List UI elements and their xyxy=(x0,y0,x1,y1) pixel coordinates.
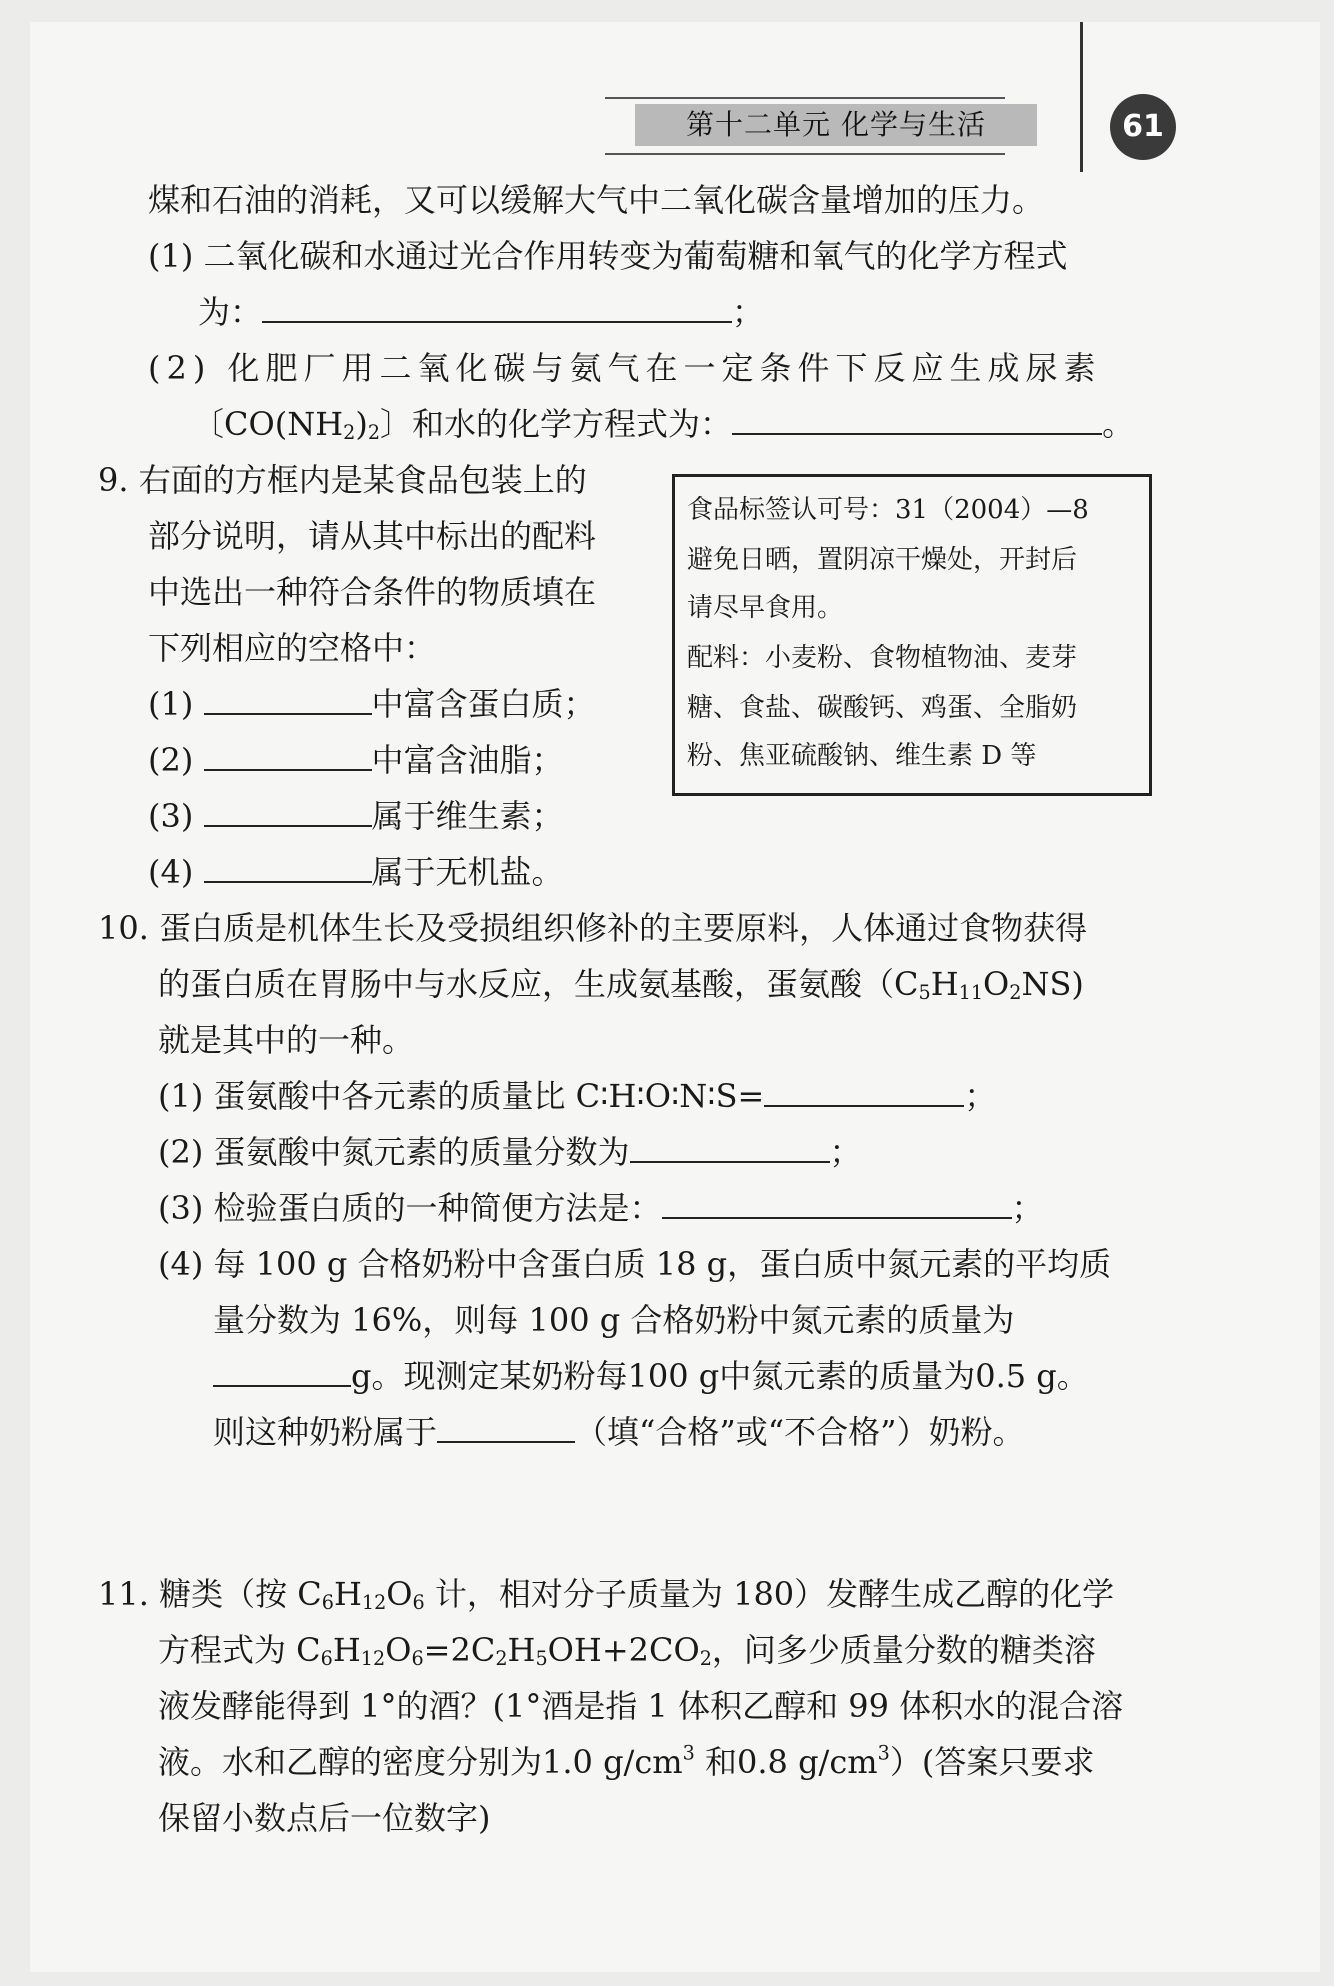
q8-part1-cont xyxy=(198,290,764,334)
formula-sub: 6 xyxy=(321,1590,334,1614)
q10-part3 xyxy=(158,1186,1044,1230)
q9-blank-label: (4) xyxy=(148,853,194,891)
q10-part4-line-4-a: 则这种奶粉属于 xyxy=(213,1413,438,1451)
formula-part: =2C xyxy=(423,1631,496,1669)
q11-line-5: 保留小数点后一位数字) xyxy=(158,1799,491,1837)
q9-blank-label: (1) xyxy=(148,685,194,723)
answer-blank[interactable] xyxy=(204,683,372,715)
q11-line-2 xyxy=(158,1628,1096,1681)
q10-part2 xyxy=(158,1130,862,1174)
q11-line-2-g: ，问多少质量分数的糖类溶 xyxy=(711,1631,1096,1669)
q10-part1-end: ； xyxy=(964,1077,997,1115)
q10-part4 xyxy=(158,1242,1111,1286)
q9-blank-suffix: 中富含油脂； xyxy=(371,741,564,779)
q10-part3-text: 检验蛋白质的一种简便方法是： xyxy=(213,1189,662,1227)
q10-part4-line-2: 量分数为 16%，则每 100 g 合格奶粉中氮元素的质量为 xyxy=(213,1301,1015,1339)
formula-sup: 3 xyxy=(877,1741,890,1765)
q11-line-1-a: 11. 糖类（按 C xyxy=(98,1575,322,1613)
q9-blank-row-4 xyxy=(148,850,564,894)
q9-blank-suffix: 属于维生素； xyxy=(371,797,564,835)
q10-part2-text: 蛋氨酸中氮元素的质量分数为 xyxy=(213,1133,630,1171)
q8-part2-text: 化肥厂用二氧化碳与氨气在一定条件下反应生成尿素 xyxy=(227,349,1102,387)
q8-part2 xyxy=(148,346,1102,390)
formula-part: NS) xyxy=(1021,965,1084,1003)
formula-part: H xyxy=(332,1631,361,1669)
q8-part1-label: (1) xyxy=(148,237,194,275)
food-label-line: 食品标签认可号：31（2004）—8 xyxy=(687,495,1089,525)
q10-line-2 xyxy=(158,962,1084,1015)
q9-line-1: 9. 右面的方框内是某食品包装上的 xyxy=(98,461,587,499)
food-label-box xyxy=(672,474,1152,796)
formula-part: H xyxy=(507,1631,536,1669)
answer-blank[interactable] xyxy=(204,851,372,883)
answer-blank[interactable] xyxy=(732,403,1102,435)
header-top-rule xyxy=(605,97,1005,99)
q11-line-4-a: 液。水和乙醇的密度分别为1.0 g/cm xyxy=(158,1743,683,1781)
q8-part1-text: 二氧化碳和水通过光合作用转变为葡萄糖和氧气的化学方程式 xyxy=(203,237,1068,275)
formula-part: O xyxy=(386,1575,413,1613)
q9-blank-suffix: 中富含蛋白质； xyxy=(371,685,596,723)
answer-blank[interactable] xyxy=(213,1355,351,1387)
q10-part2-label: (2) xyxy=(158,1133,204,1171)
answer-blank[interactable] xyxy=(630,1131,830,1163)
formula-sub: 5 xyxy=(535,1646,548,1670)
q11-line-2-a: 方程式为 C xyxy=(158,1631,321,1669)
q10-line-1: 10. 蛋白质是机体生长及受损组织修补的主要原料，人体通过食物获得 xyxy=(98,909,1088,947)
intro-line: 煤和石油的消耗，又可以缓解大气中二氧化碳含量增加的压力。 xyxy=(148,181,1045,219)
q9-line-3: 中选出一种符合条件的物质填在 xyxy=(148,573,597,611)
food-label-line: 请尽早食用。 xyxy=(687,593,844,623)
q8-part2-cont xyxy=(192,402,1134,455)
q11-line-4-b: 和0.8 g/cm xyxy=(694,1743,878,1781)
formula-sub: 6 xyxy=(412,1590,425,1614)
urea-formula-a: 〔CO(NH xyxy=(192,405,344,443)
q10-part4-label: (4) xyxy=(158,1245,204,1283)
q10-part4-line-3-text: g。现测定某奶粉每100 g中氮元素的质量为0.5 g。 xyxy=(351,1357,1089,1395)
q11-line-4-c: ）(答案只要求 xyxy=(889,1743,1095,1781)
q8-part2-end: 。 xyxy=(1102,405,1135,443)
q10-part4-line-4-b: （填“合格”或“不合格”）奶粉。 xyxy=(575,1413,1025,1451)
q8-part2-cont-text: 〕和水的化学方程式为： xyxy=(380,405,733,443)
q10-part4-line-1: 每 100 g 合格奶粉中含蛋白质 18 g，蛋白质中氮元素的平均质 xyxy=(213,1245,1112,1283)
q10-part1 xyxy=(158,1074,996,1118)
answer-blank[interactable] xyxy=(764,1075,964,1107)
q10-part1-text: 蛋氨酸中各元素的质量比 C∶H∶O∶N∶S= xyxy=(213,1077,765,1115)
textbook-page xyxy=(30,22,1320,1972)
q10-part4-line-3 xyxy=(213,1354,1089,1398)
formula-sup: 3 xyxy=(682,1741,695,1765)
q9-blank-suffix: 属于无机盐。 xyxy=(371,853,564,891)
urea-sub-1: 2 xyxy=(343,420,356,444)
q8-part2-label: (2) xyxy=(148,349,212,387)
q9-blank-label: (2) xyxy=(148,741,194,779)
q8-part1-end: ； xyxy=(732,293,765,331)
q10-part1-label: (1) xyxy=(158,1077,204,1115)
formula-part: O xyxy=(983,965,1010,1003)
q10-line-3: 就是其中的一种。 xyxy=(158,1021,415,1059)
q10-part4-line-4 xyxy=(213,1410,1024,1454)
formula-sub: 12 xyxy=(360,1646,386,1670)
answer-blank[interactable] xyxy=(437,1411,575,1443)
q9-blank-row-3 xyxy=(148,794,564,838)
q11-line-1-d: 计，相对分子质量为 180）发酵生成乙醇的化学 xyxy=(424,1575,1115,1613)
q9-line-2: 部分说明，请从其中标出的配料 xyxy=(148,517,597,555)
header-bottom-rule xyxy=(605,153,1005,155)
q9-blank-row-2 xyxy=(148,738,564,782)
q9-blank-row-1 xyxy=(148,682,596,726)
q10-part2-end: ； xyxy=(829,1133,862,1171)
q11-line-3: 液发酵能得到 1°的酒？(1°酒是指 1 体积乙醇和 99 体积水的混合溶 xyxy=(158,1687,1124,1725)
answer-blank[interactable] xyxy=(204,739,372,771)
formula-sub: 6 xyxy=(411,1646,424,1670)
formula-sub: 2 xyxy=(699,1646,712,1670)
formula-sub: 12 xyxy=(361,1590,387,1614)
formula-sub: 5 xyxy=(918,980,931,1004)
urea-formula-b: ) xyxy=(355,405,368,443)
food-label-line: 粉、焦亚硫酸钠、维生素 D 等 xyxy=(687,741,1037,771)
formula-part: O xyxy=(385,1631,412,1669)
header-vertical-rule xyxy=(1080,22,1083,172)
answer-blank[interactable] xyxy=(262,291,732,323)
formula-sub: 2 xyxy=(1009,980,1022,1004)
q10-part3-label: (3) xyxy=(158,1189,204,1227)
q9-blank-label: (3) xyxy=(148,797,194,835)
q11-line-1 xyxy=(98,1572,1114,1625)
q10-part3-end: ； xyxy=(1011,1189,1044,1227)
answer-blank[interactable] xyxy=(204,795,372,827)
q8-part1-cont-text: 为： xyxy=(198,293,263,331)
answer-blank[interactable] xyxy=(662,1187,1012,1219)
q11-line-4 xyxy=(158,1740,1094,1784)
q10-line-2-a: 的蛋白质在胃肠中与水反应，生成氨基酸，蛋氨酸（C xyxy=(158,965,919,1003)
formula-sub: 6 xyxy=(320,1646,333,1670)
formula-part: H xyxy=(333,1575,362,1613)
page-number: 61 xyxy=(1110,94,1176,160)
food-label-line: 配料：小麦粉、食物植物油、麦芽 xyxy=(687,643,1078,673)
food-label-line: 避免日晒，置阴凉干燥处，开封后 xyxy=(687,545,1078,575)
formula-part: H xyxy=(930,965,959,1003)
chapter-title: 第十二单元 化学与生活 xyxy=(635,104,1037,146)
formula-part: OH+2CO xyxy=(547,1631,700,1669)
urea-sub-2: 2 xyxy=(367,420,381,444)
formula-sub: 11 xyxy=(958,980,984,1004)
q8-part1 xyxy=(148,234,1068,278)
formula-sub: 2 xyxy=(495,1646,508,1670)
q9-line-4: 下列相应的空格中： xyxy=(148,629,437,667)
food-label-line: 糖、食盐、碳酸钙、鸡蛋、全脂奶 xyxy=(687,693,1078,723)
